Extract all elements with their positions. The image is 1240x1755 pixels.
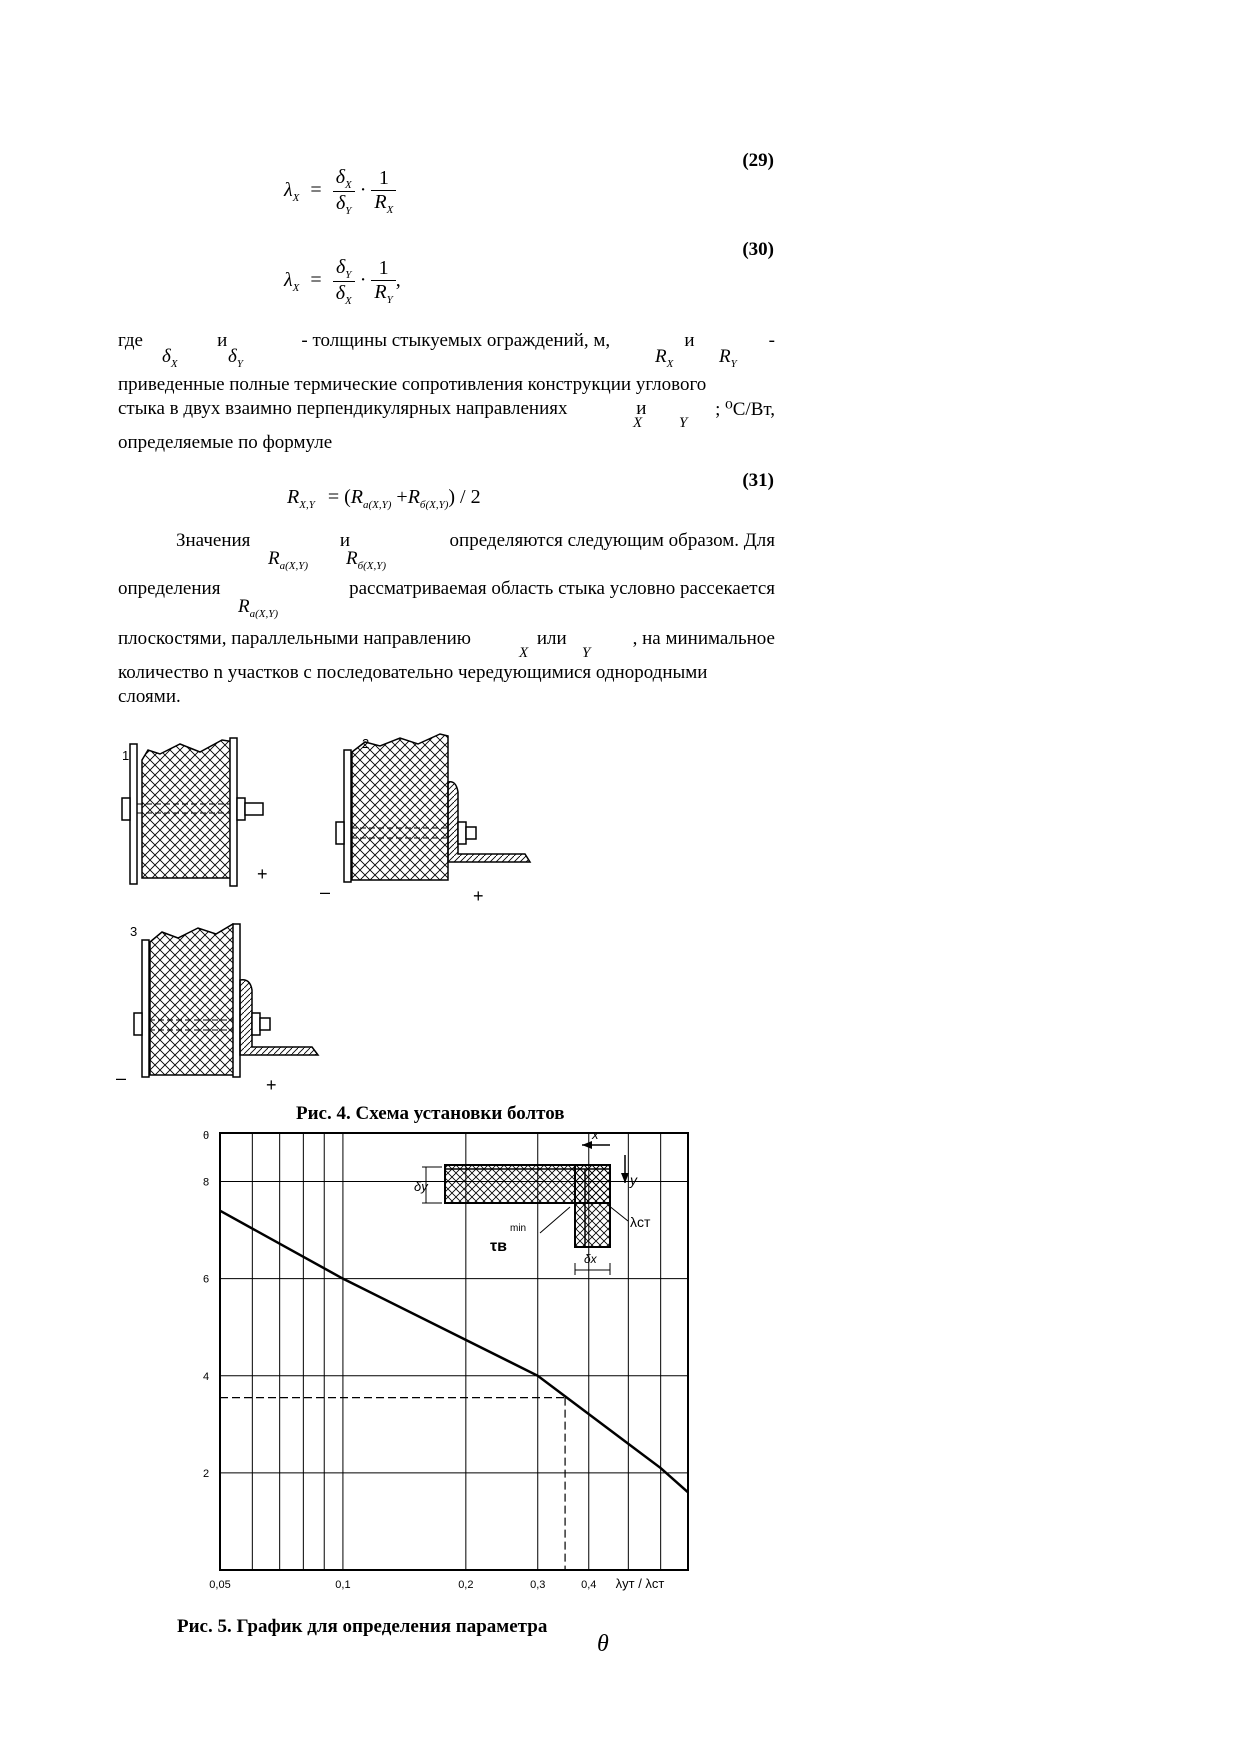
symbol-x-2: X: [519, 645, 529, 661]
text-p2-line-1: Значения и определяются следующим образом. Для: [176, 530, 775, 551]
text-line-4: определяемые по формуле: [118, 432, 333, 453]
x-axis-label: λут / λст: [615, 1576, 665, 1591]
inset-label-tau: τв: [490, 1238, 507, 1255]
figure-4-caption: Рис. 4. Схема установки болтов: [296, 1103, 565, 1124]
p3-plus-sign: +: [266, 1075, 277, 1095]
inset-label-dy: δy: [414, 1179, 428, 1194]
chart-series: [220, 1211, 688, 1570]
symbol-delta-y: $\delta_Y$: [228, 346, 243, 370]
symbol-r-a-2: $R_{а(X,Y)}$: [238, 596, 279, 620]
figure-4-bolt-schemes: [100, 730, 620, 1100]
inset-label-tau-sup: min: [510, 1223, 527, 1234]
fig4-panel-2: [320, 734, 530, 906]
panel-label-3: 3: [130, 924, 138, 939]
x-tick-label: 0,3: [530, 1579, 546, 1591]
y-tick-label: 2: [202, 1467, 210, 1480]
symbol-r-x: $R_X$: [655, 346, 674, 370]
p3-minus-sign: –: [116, 1068, 127, 1088]
text-p2-line-3: плоскостями, параллельными направлению или , на минимальное: [118, 628, 775, 649]
symbol-y: Y: [679, 415, 688, 431]
text-p2-line-5: слоями.: [118, 686, 181, 707]
symbol-r-b: $R_{б(X,Y)}$: [346, 548, 387, 572]
x-tick-label: 0,2: [458, 1579, 474, 1591]
symbol-x: X: [633, 415, 643, 431]
equation-number-31: (31): [742, 470, 774, 491]
equation-30: $\lambda_X$ = $\frac{\delta_Y}{\delta_X}$ · $\frac{1}{R_Y}$ ,: [284, 256, 401, 307]
equation-number-29: (29): [742, 150, 774, 171]
x-tick-label: 0,1: [335, 1579, 351, 1591]
equation-29: $\lambda_X$ = $\frac{\delta_X}{\delta_Y}$ · $\frac{1}{R_X}$: [284, 166, 396, 217]
figure-5-chart: [200, 1125, 700, 1595]
y-tick-label: 4: [202, 1370, 210, 1383]
p2-minus-sign: –: [320, 882, 331, 902]
text-line-1: где и - толщины стыкуемых ограждений, м, и -: [118, 330, 775, 351]
y-tick-label: 8: [202, 1176, 210, 1189]
fig4-panel-3: [116, 924, 318, 1095]
text-p2-line-4: количество n участков с последовательно чередующимися однородными: [118, 662, 708, 683]
y-tick-label: 6: [202, 1273, 210, 1286]
inset-label-y: y: [630, 1172, 637, 1188]
symbol-delta-x: $\delta_X$: [162, 346, 178, 370]
symbol-y-2: Y: [582, 645, 591, 661]
x-tick-label: 0,05: [209, 1579, 231, 1591]
symbol-r-a: $R_{а(X,Y)}$: [268, 548, 309, 572]
text-line-2: приведенные полные термические сопротивления конструкции углового: [118, 374, 707, 395]
inset-label-x: x: [592, 1127, 599, 1142]
panel-label-1: 1: [122, 748, 130, 763]
symbol-r-y: $R_Y$: [719, 346, 737, 370]
y-axis-top-label: θ: [202, 1130, 210, 1142]
text-line-3: стыка в двух взаимно перпендикулярных направлениях и ; ⁰С/Вт,: [118, 398, 775, 420]
inset-label-dx: δx: [584, 1252, 597, 1266]
inset-label-lambda: λст: [630, 1214, 651, 1230]
series-line: [220, 1211, 688, 1493]
equation-number-30: (30): [742, 239, 774, 260]
text-p2-line-2: определения рассматриваемая область стыка условно рассекается: [118, 578, 775, 599]
figure-5-caption: Рис. 5. График для определения параметра: [177, 1616, 548, 1637]
x-tick-label: 0,4: [581, 1579, 597, 1591]
equation-31: $R_{X,Y} = (R_{а(X,Y)} +R_{б(X,Y)}) / 2$: [287, 486, 481, 511]
p2-plus-sign: +: [473, 886, 484, 906]
chart-inset: [414, 1127, 651, 1275]
p1-plus-sign: +: [257, 864, 268, 884]
figure-5-caption-symbol: θ: [597, 1631, 609, 1657]
fig4-panel-1: [122, 738, 268, 886]
